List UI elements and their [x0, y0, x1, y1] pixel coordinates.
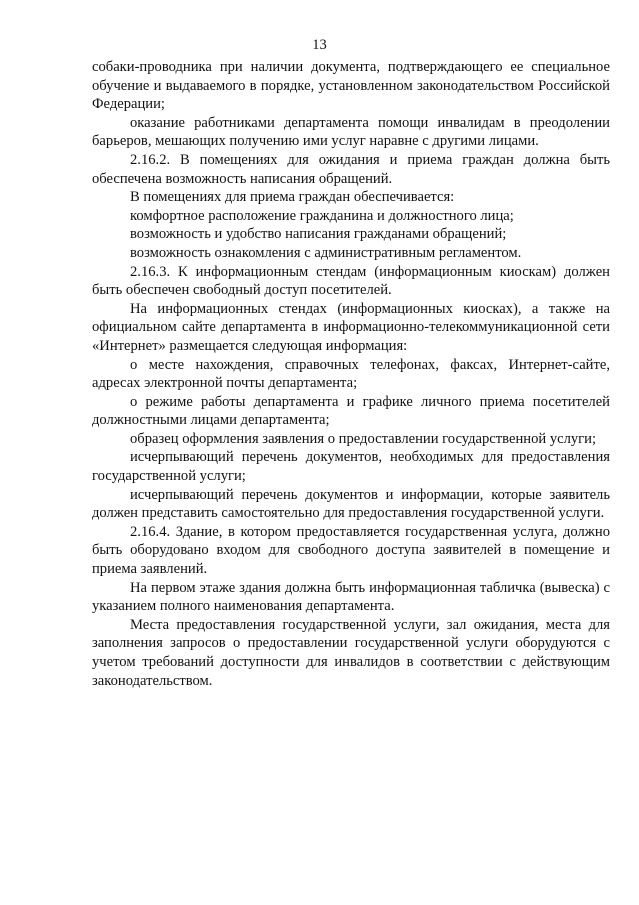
paragraph-1: собаки-проводника при наличии документа, подтверждающего ее специальное обучение и выдаваемого в порядке, установленном законодательством Российской Федерации; — [92, 59, 610, 113]
paragraph-15: 2.16.4. Здание, в котором предоставляется государственная услуга, должно быть оборудовано входом для свободного доступа заявителей в помещение и приема заявлений. — [92, 523, 610, 578]
page-number: 13 — [312, 37, 327, 53]
paragraph-13: исчерпывающий перечень документов, необходимых для предоставления государственной услуги; — [92, 449, 610, 485]
paragraph-12: образец оформления заявления о предоставлении государственной услуги; — [130, 430, 597, 447]
paragraph-3: 2.16.2. В помещениях для ожидания и приема граждан должна быть обеспечена возможность написания обращений. — [92, 151, 610, 187]
paragraph-10: о месте нахождения, справочных телефонах, факсах, Интернет-сайте, адресах электронной почты департамента; — [92, 356, 610, 392]
paragraph-14: исчерпывающий перечень документов и информации, которые заявитель должен представить самостоятельно для предоставления государственной услуги. — [92, 486, 610, 522]
paragraph-17: Места предоставления государственной услуги, зал ожидания, места для заполнения запросов о предоставлении государственной услуги оборудуются с учетом требований доступности для инвалидов в соответствии с действующим законодательством. — [92, 616, 610, 689]
paragraph-7: возможность ознакомления с административным регламентом. — [130, 244, 522, 261]
paragraph-9: На информационных стендах (информационных киосках), а также на официальном сайте департамента в информационно-телекоммуникационной сети «Интернет» размещается следующая информация: — [92, 300, 610, 354]
document-body — [92, 58, 610, 690]
paragraph-16: На первом этаже здания должна быть информационная табличка (вывеска) с указанием полного наименования департамента. — [92, 579, 610, 615]
paragraph-4: В помещениях для приема граждан обеспечивается: — [130, 189, 455, 206]
paragraph-2: оказание работниками департамента помощи инвалидам в преодолении барьеров, мешающих получению ими услуг наравне с другими лицами. — [92, 114, 610, 150]
paragraph-11: о режиме работы департамента и графике личного приема посетителей должностными лицами департамента; — [92, 393, 610, 429]
paragraph-8: 2.16.3. К информационным стендам (информационным киоскам) должен быть обеспечен свободный доступ посетителей. — [92, 263, 610, 299]
paragraph-5: комфортное расположение гражданина и должностного лица; — [130, 207, 514, 224]
paragraph-6: возможность и удобство написания гражданами обращений; — [130, 226, 507, 243]
